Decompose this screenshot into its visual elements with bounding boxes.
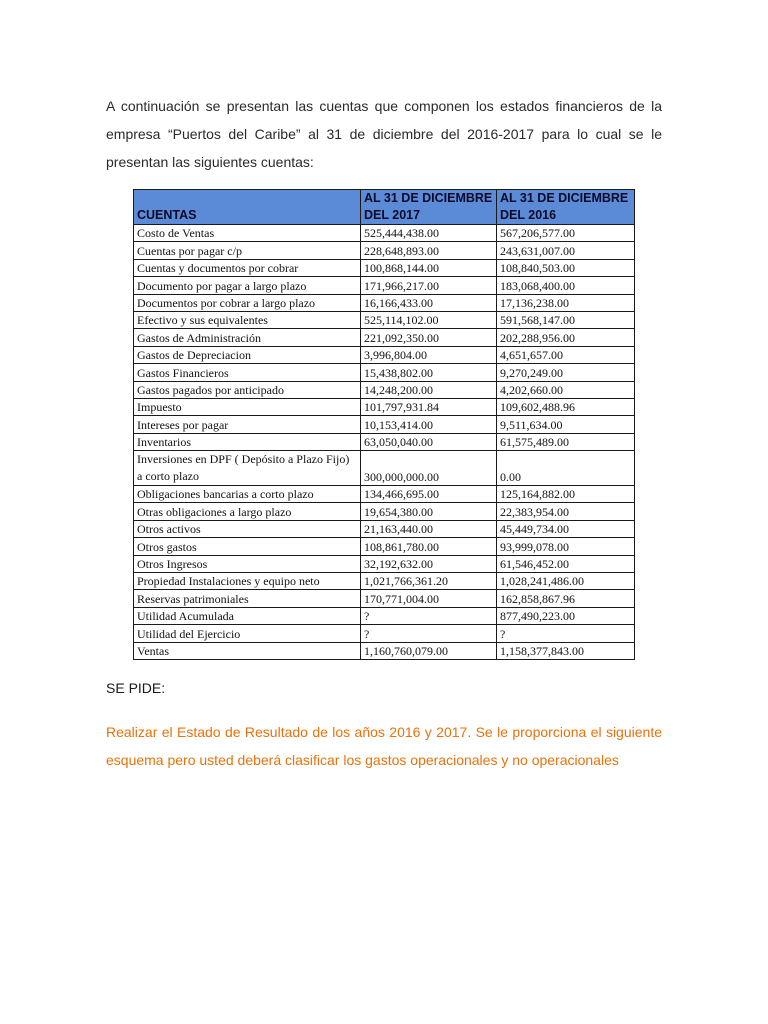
cell-account: Intereses por pagar <box>134 416 361 433</box>
cell-account: Utilidad Acumulada <box>134 607 361 624</box>
table-row <box>134 555 635 572</box>
table-row <box>134 520 635 537</box>
cell-2017: 101,797,931.84 <box>361 398 497 415</box>
cell-2017: 32,192,632.00 <box>361 555 497 572</box>
cell-account: Cuentas por pagar c/p <box>134 242 361 259</box>
table-row <box>134 416 635 433</box>
cell-account: Inversiones en DPF ( Depósito a Plazo Fijo) a corto plazo <box>134 451 361 486</box>
cell-account: Documento por pagar a largo plazo <box>134 277 361 294</box>
cell-2017: 1,160,760,079.00 <box>361 642 497 659</box>
cell-account: Reservas patrimoniales <box>134 590 361 607</box>
table-row <box>134 311 635 328</box>
cell-2016: 61,575,489.00 <box>497 433 635 450</box>
cell-2017: 16,166,433.00 <box>361 294 497 311</box>
header-2017: AL 31 DE DICIEMBRE DEL 2017 <box>361 190 497 225</box>
cell-account: Documentos por cobrar a largo plazo <box>134 294 361 311</box>
cell-2017: 134,466,695.00 <box>361 486 497 503</box>
cell-2016: 22,383,954.00 <box>497 503 635 520</box>
cell-2016: 877,490,223.00 <box>497 607 635 624</box>
cell-2017: 100,868,144.00 <box>361 259 497 276</box>
cell-2017: 10,153,414.00 <box>361 416 497 433</box>
table-header-row <box>134 190 635 225</box>
cell-2016: 93,999,078.00 <box>497 538 635 555</box>
cell-2016: 0.00 <box>497 451 635 486</box>
cell-2017: ? <box>361 625 497 642</box>
cell-2016: 45,449,734.00 <box>497 520 635 537</box>
header-2016: AL 31 DE DICIEMBRE DEL 2016 <box>497 190 635 225</box>
cell-2016: 243,631,007.00 <box>497 242 635 259</box>
cell-account: Utilidad del Ejercicio <box>134 625 361 642</box>
cell-2016: 4,202,660.00 <box>497 381 635 398</box>
cell-2016: 17,136,238.00 <box>497 294 635 311</box>
cell-account: Gastos pagados por anticipado <box>134 381 361 398</box>
cell-account: Gastos de Depreciacion <box>134 346 361 363</box>
header-cuentas: CUENTAS <box>134 190 361 225</box>
cell-2017: ? <box>361 607 497 624</box>
cell-account: Impuesto <box>134 398 361 415</box>
cell-account: Gastos Financieros <box>134 364 361 381</box>
cell-account: Cuentas y documentos por cobrar <box>134 259 361 276</box>
cell-2016: 61,546,452.00 <box>497 555 635 572</box>
table-row <box>134 590 635 607</box>
cell-2016: 162,858,867.96 <box>497 590 635 607</box>
cell-2016: 202,288,956.00 <box>497 329 635 346</box>
cell-2016: 1,158,377,843.00 <box>497 642 635 659</box>
cell-2016: 591,568,147.00 <box>497 311 635 328</box>
cell-account: Otros Ingresos <box>134 555 361 572</box>
cell-2016: 108,840,503.00 <box>497 259 635 276</box>
table-row <box>134 381 635 398</box>
cell-account: Ventas <box>134 642 361 659</box>
cell-2016: 109,602,488.96 <box>497 398 635 415</box>
cell-2017: 170,771,004.00 <box>361 590 497 607</box>
cell-2016: 125,164,882.00 <box>497 486 635 503</box>
accounts-table <box>133 189 635 660</box>
cell-2017: 1,021,766,361.20 <box>361 573 497 590</box>
cell-2016: 9,511,634.00 <box>497 416 635 433</box>
cell-account: Otros activos <box>134 520 361 537</box>
table-row <box>134 259 635 276</box>
table-body <box>134 225 635 660</box>
cell-2016: 1,028,241,486.00 <box>497 573 635 590</box>
cell-2017: 3,996,804.00 <box>361 346 497 363</box>
table-row <box>134 625 635 642</box>
cell-account: Efectivo y sus equivalentes <box>134 311 361 328</box>
cell-2017: 15,438,802.00 <box>361 364 497 381</box>
table-row <box>134 277 635 294</box>
cell-2016: 9,270,249.00 <box>497 364 635 381</box>
table-row <box>134 225 635 242</box>
table-row <box>134 486 635 503</box>
table-row <box>134 364 635 381</box>
cell-2016: 567,206,577.00 <box>497 225 635 242</box>
table-row <box>134 451 635 486</box>
cell-2017: 63,050,040.00 <box>361 433 497 450</box>
table-row <box>134 398 635 415</box>
table-row <box>134 642 635 659</box>
cell-2017: 14,248,200.00 <box>361 381 497 398</box>
table-row <box>134 329 635 346</box>
cell-2016: 4,651,657.00 <box>497 346 635 363</box>
table-row <box>134 294 635 311</box>
cell-2017: 19,654,380.00 <box>361 503 497 520</box>
cell-2016: 183,068,400.00 <box>497 277 635 294</box>
table-row <box>134 503 635 520</box>
table-row <box>134 242 635 259</box>
cell-account: Costo de Ventas <box>134 225 361 242</box>
table-row <box>134 573 635 590</box>
cell-2017: 300,000,000.00 <box>361 451 497 486</box>
cell-2017: 525,114,102.00 <box>361 311 497 328</box>
cell-2017: 228,648,893.00 <box>361 242 497 259</box>
intro-paragraph: A continuación se presentan las cuentas que componen los estados financieros de la empresa “Puertos del Caribe” al 31 de diciembre del 2016-2017 para lo cual se le presentan las siguientes cuentas: <box>106 98 662 170</box>
cell-2017: 525,444,438.00 <box>361 225 497 242</box>
table-row <box>134 607 635 624</box>
cell-account: Otras obligaciones a largo plazo <box>134 503 361 520</box>
cell-account: Otros gastos <box>134 538 361 555</box>
cell-account: Gastos de Administración <box>134 329 361 346</box>
task-paragraph: Realizar el Estado de Resultado de los años 2016 y 2017. Se le proporciona el siguiente esquema pero usted deberá clasificar los gastos operacionales y no operacionales <box>106 724 662 768</box>
cell-2017: 21,163,440.00 <box>361 520 497 537</box>
table-row <box>134 538 635 555</box>
se-pide-heading: SE PIDE: <box>106 680 166 696</box>
cell-2017: 108,861,780.00 <box>361 538 497 555</box>
cell-account: Propiedad Instalaciones y equipo neto <box>134 573 361 590</box>
cell-2016: ? <box>497 625 635 642</box>
cell-account: Inventarios <box>134 433 361 450</box>
table-row <box>134 346 635 363</box>
cell-2017: 171,966,217.00 <box>361 277 497 294</box>
cell-2017: 221,092,350.00 <box>361 329 497 346</box>
cell-account: Obligaciones bancarias a corto plazo <box>134 486 361 503</box>
table-row <box>134 433 635 450</box>
